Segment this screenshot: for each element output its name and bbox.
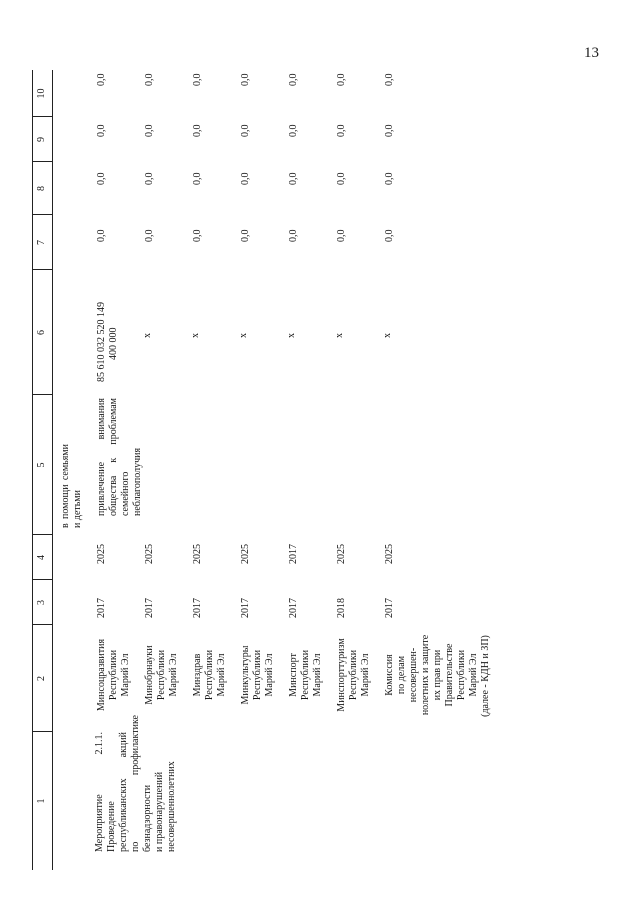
header-bottom-rule (52, 70, 53, 870)
executor-line: по делам (396, 655, 407, 695)
executor-line: Республики (348, 649, 359, 701)
executor-line: Марий Эл (468, 653, 479, 697)
event-line-6: и правонарушений (154, 771, 165, 852)
value-col9: 0,0 (192, 124, 203, 137)
col-number-8: 8 (36, 186, 47, 191)
event-line-1: Мероприятие 2.1.1. (94, 732, 105, 852)
executor-line: Минздрав (192, 653, 203, 697)
start-year: 2017 (240, 598, 251, 618)
executor-line: Марий Эл (168, 653, 179, 697)
budget-mark: х (238, 333, 249, 338)
end-year: 2017 (288, 544, 299, 564)
executor-line: Марий Эл (312, 653, 323, 697)
value-col8: 0,0 (288, 172, 299, 185)
col-number-2: 2 (36, 676, 47, 681)
end-year: 2025 (384, 544, 395, 564)
event-line-2: Проведение (106, 801, 117, 852)
value-col7: 0,0 (336, 229, 347, 242)
value-col10: 0,0 (144, 73, 155, 86)
start-year: 2018 (336, 598, 347, 618)
col-number-3: 3 (36, 600, 47, 605)
rotated-table (32, 25, 582, 870)
end-year: 2025 (336, 544, 347, 564)
budget-code: 85 610 032 520 149 (96, 302, 107, 382)
executor-line: Республики (300, 649, 311, 701)
value-col7: 0,0 (192, 229, 203, 242)
end-year: 2025 (240, 544, 251, 564)
end-year: 2025 (192, 544, 203, 564)
col-number-6: 6 (36, 330, 47, 335)
executor-line: несовершен- (408, 647, 419, 703)
value-col10: 0,0 (240, 73, 251, 86)
executor-line: Минобрнауки (144, 645, 155, 705)
value-col9: 0,0 (96, 124, 107, 137)
event-line-7: несовершеннолетних (166, 761, 177, 852)
value-col7: 0,0 (288, 229, 299, 242)
event-line-4: по профилактике (130, 715, 141, 852)
executor-line: Правительстве (444, 643, 455, 707)
value-col9: 0,0 (288, 124, 299, 137)
col-number-10: 10 (36, 88, 47, 99)
executor-line: Республики (204, 649, 215, 701)
goal-line: общества к проблемам (108, 398, 119, 516)
value-col10: 0,0 (96, 73, 107, 86)
value-col9: 0,0 (144, 124, 155, 137)
executor-line: их прав при (432, 649, 443, 701)
goal-line: семейного (120, 471, 131, 516)
start-year: 2017 (288, 598, 299, 618)
page-number: 13 (584, 45, 599, 61)
budget-mark: х (142, 333, 153, 338)
col-number-9: 9 (36, 137, 47, 142)
col-number-5: 5 (36, 462, 47, 468)
value-col8: 0,0 (384, 172, 395, 185)
start-year: 2017 (144, 598, 155, 618)
value-col8: 0,0 (240, 172, 251, 185)
executor-line: Республики (252, 649, 263, 701)
value-col8: 0,0 (192, 172, 203, 185)
executor-line: (далее - КДН и ЗП) (480, 635, 491, 717)
col-number-7: 7 (36, 240, 47, 245)
value-col10: 0,0 (288, 73, 299, 86)
start-year: 2017 (192, 598, 203, 618)
executor-line: Республики (456, 649, 467, 701)
executor-line: Марий Эл (216, 653, 227, 697)
budget-code: 400 000 (108, 327, 119, 360)
budget-mark: х (286, 333, 297, 338)
executor-line: Республики (108, 649, 119, 701)
executor-line: Республики (156, 649, 167, 701)
col-number-1: 1 (36, 798, 47, 804)
executor-line: Минкультуры (240, 645, 251, 705)
executor-line: нолетних и защите (420, 634, 431, 716)
value-col8: 0,0 (144, 172, 155, 185)
budget-mark: х (190, 333, 201, 338)
value-col10: 0,0 (192, 73, 203, 86)
executor-line: Марий Эл (120, 653, 131, 697)
value-col9: 0,0 (384, 124, 395, 137)
executor-line: Минсоцразвития (96, 638, 107, 712)
value-col7: 0,0 (384, 229, 395, 242)
start-year: 2017 (384, 598, 395, 618)
executor-line: Минспорт (288, 653, 299, 697)
value-col8: 0,0 (96, 172, 107, 185)
executor-line: Марий Эл (264, 653, 275, 697)
event-line-5: безнадзорности (142, 784, 153, 852)
goal-line: неблагополучия (132, 447, 143, 516)
end-year: 2025 (144, 544, 155, 564)
end-year: 2025 (96, 544, 107, 564)
col-number-4: 4 (36, 555, 47, 560)
value-col9: 0,0 (336, 124, 347, 137)
continuation-line-1: в помощи семьями (60, 444, 71, 528)
value-col10: 0,0 (384, 73, 395, 86)
value-col7: 0,0 (96, 229, 107, 242)
value-col9: 0,0 (240, 124, 251, 137)
value-col10: 0,0 (336, 73, 347, 86)
value-col7: 0,0 (144, 229, 155, 242)
budget-mark: х (382, 333, 393, 338)
value-col8: 0,0 (336, 172, 347, 185)
goal-line: привлечение внимания (96, 398, 107, 516)
executor-line: Комиссия (384, 654, 395, 696)
value-col7: 0,0 (240, 229, 251, 242)
start-year: 2017 (96, 598, 107, 618)
executor-line: Марий Эл (360, 653, 371, 697)
continuation-line-2: и детьми (72, 490, 83, 528)
executor-line: Минспорттуризм (336, 638, 347, 712)
event-line-3: республиканских акций (118, 732, 129, 852)
budget-mark: х (334, 333, 345, 338)
